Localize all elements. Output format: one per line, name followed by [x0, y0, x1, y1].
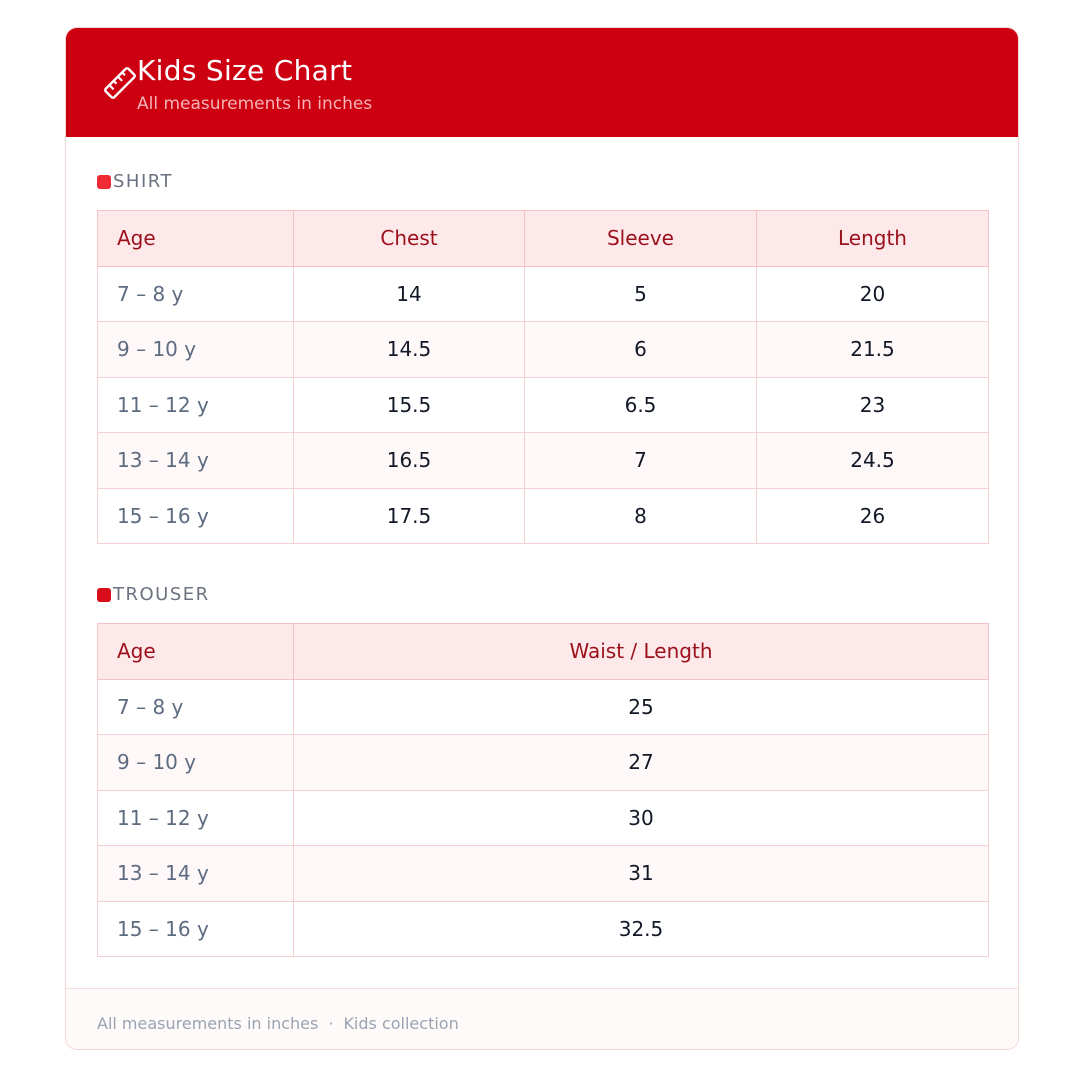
- sleeve-cell: 7: [525, 433, 757, 489]
- age-cell: 13 – 14 y: [98, 846, 294, 902]
- page-subtitle: All measurements in inches: [137, 94, 373, 114]
- table-header-row: [98, 211, 989, 267]
- length-cell: 26: [757, 488, 989, 544]
- table-row: [98, 377, 989, 433]
- column-header-waist-length: Waist / Length: [294, 624, 989, 680]
- waist-length-cell: 30: [294, 790, 989, 846]
- table-row: [98, 266, 989, 322]
- age-cell: 9 – 10 y: [98, 322, 294, 378]
- table-header-row: [98, 624, 989, 680]
- table-row: [98, 433, 989, 489]
- table-row: [98, 901, 989, 957]
- column-header-sleeve: Sleeve: [525, 211, 757, 267]
- size-chart-card: [65, 27, 1019, 1050]
- age-cell: 7 – 8 y: [98, 266, 294, 322]
- section-label-trouser: [97, 584, 210, 605]
- age-cell: 13 – 14 y: [98, 433, 294, 489]
- age-cell: 9 – 10 y: [98, 735, 294, 791]
- section-marker-icon: [97, 588, 111, 602]
- column-header-age: Age: [98, 211, 294, 267]
- waist-length-cell: 27: [294, 735, 989, 791]
- table-row: [98, 846, 989, 902]
- table-row: [98, 679, 989, 735]
- column-header-length: Length: [757, 211, 989, 267]
- age-cell: 15 – 16 y: [98, 488, 294, 544]
- chest-cell: 16.5: [294, 433, 525, 489]
- footer-text: [97, 1014, 459, 1033]
- card-header: [66, 28, 1018, 137]
- chest-cell: 17.5: [294, 488, 525, 544]
- chest-cell: 14: [294, 266, 525, 322]
- page-title: Kids Size Chart: [137, 54, 353, 87]
- section-title: TROUSER: [113, 584, 210, 605]
- age-cell: 11 – 12 y: [98, 377, 294, 433]
- shirt-size-table: [97, 210, 989, 544]
- sleeve-cell: 5: [525, 266, 757, 322]
- card-footer: [66, 988, 1018, 1050]
- table-row: [98, 735, 989, 791]
- length-cell: 23: [757, 377, 989, 433]
- column-header-chest: Chest: [294, 211, 525, 267]
- table-row: [98, 322, 989, 378]
- table-row: [98, 488, 989, 544]
- length-cell: 20: [757, 266, 989, 322]
- sleeve-cell: 6.5: [525, 377, 757, 433]
- trouser-size-table: [97, 623, 989, 957]
- waist-length-cell: 31: [294, 846, 989, 902]
- age-cell: 7 – 8 y: [98, 679, 294, 735]
- footer-note: All measurements in inches: [97, 1014, 319, 1033]
- ruler-icon: [103, 66, 137, 100]
- table-row: [98, 790, 989, 846]
- chest-cell: 15.5: [294, 377, 525, 433]
- sleeve-cell: 6: [525, 322, 757, 378]
- sleeve-cell: 8: [525, 488, 757, 544]
- age-cell: 11 – 12 y: [98, 790, 294, 846]
- footer-separator: ·: [328, 1014, 334, 1033]
- section-marker-icon: [97, 175, 111, 189]
- waist-length-cell: 25: [294, 679, 989, 735]
- length-cell: 21.5: [757, 322, 989, 378]
- chest-cell: 14.5: [294, 322, 525, 378]
- length-cell: 24.5: [757, 433, 989, 489]
- column-header-age: Age: [98, 624, 294, 680]
- waist-length-cell: 32.5: [294, 901, 989, 957]
- section-title: SHIRT: [113, 171, 173, 192]
- age-cell: 15 – 16 y: [98, 901, 294, 957]
- footer-collection: Kids collection: [343, 1014, 459, 1033]
- section-label-shirt: [97, 171, 173, 192]
